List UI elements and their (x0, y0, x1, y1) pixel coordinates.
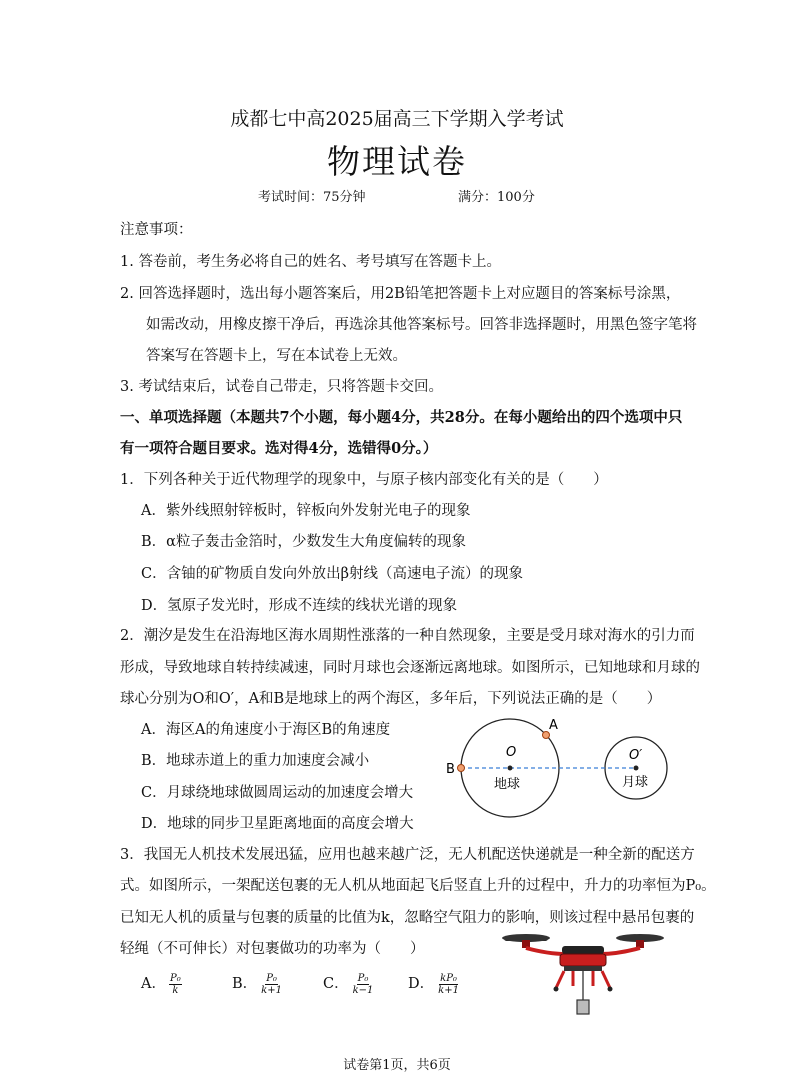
q3-a-numerator: P₀ (169, 972, 181, 984)
q3-option-d-letter: D． (408, 976, 435, 992)
label-earth: 地球 (494, 777, 521, 792)
q1-option-a: A．紫外线照射锌板时，锌板向外发射光电子的现象 (141, 503, 471, 519)
right-foot (608, 987, 613, 992)
q3-option-d-fraction (437, 973, 460, 996)
label-b: B (446, 762, 455, 777)
q2-option-c: C．月球绕地球做圆周运动的加速度会增大 (141, 785, 414, 801)
note-2-line-1: 2. 回答选择题时，选出每小题答案后，用2B铅笔把答题卡上对应题目的答案标号涂黑， (120, 286, 681, 302)
section-heading-line-2: 有一项符合题目要求。选对得4分，选错得0分。） (120, 440, 438, 457)
q3-option-a (141, 972, 182, 996)
package (577, 1000, 589, 1014)
q3-option-c-fraction (352, 973, 375, 996)
q3-c-numerator: P₀ (357, 972, 369, 984)
right-arm (600, 948, 640, 954)
q2-stem-line-2: 形成，导致地球自转持续减速，同时月球也会逐渐远离地球。如图所示，已知地球和月球的 (120, 660, 700, 676)
q3-option-b-letter: B． (232, 976, 258, 992)
q3-stem-line-4: 轻绳（不可伸长）对包裹做功的功率为（ ） (120, 941, 425, 957)
drone-figure (498, 928, 668, 1018)
q3-option-c (323, 972, 374, 996)
left-leg (556, 971, 564, 988)
q3-option-b (232, 972, 283, 996)
q3-d-numerator: kP₀ (440, 972, 457, 984)
q3-b-numerator: P₀ (266, 972, 277, 984)
q3-d-denominator: k+1 (438, 984, 459, 996)
right-leg (602, 971, 610, 988)
earth-moon-figure (440, 714, 680, 824)
page-footer: 试卷第1页，共6页 (343, 1058, 451, 1073)
subject-title: 物理试卷 (327, 142, 467, 181)
label-o-prime: O′ (629, 748, 643, 763)
drone-top (562, 946, 604, 954)
q3-option-d (408, 972, 460, 996)
q3-stem-line-3: 已知无人机的质量与包裹的质量的比值为k，忽略空气阻力的影响，则该过程中悬吊包裹的 (120, 910, 695, 926)
left-arm (526, 948, 566, 954)
q2-option-d: D．地球的同步卫星距离地面的高度会增大 (141, 816, 414, 832)
note-3: 3. 考试结束后，试卷自己带走，只将答题卡交回。 (120, 379, 443, 395)
q3-option-b-fraction (260, 973, 283, 996)
q2-stem-line-3: 球心分别为O和O′，A和B是地球上的两个海区，多年后，下列说法正确的是（ ） (120, 691, 662, 707)
q1-stem: 1．下列各种关于近代物理学的现象中，与原子核内部变化有关的是（ ） (120, 472, 608, 488)
note-2-line-2: 如需改动，用橡皮擦干净后，再选涂其他答案标号。回答非选择题时，用黑色签字笔将 (146, 317, 697, 333)
label-moon: 月球 (622, 775, 649, 790)
q3-option-a-letter: A． (141, 976, 166, 992)
moon-center-dot (634, 766, 639, 771)
q3-stem-line-1: 3．我国无人机技术发展迅猛，应用也越来越广泛，无人机配送快递就是一种全新的配送方 (120, 847, 695, 863)
full-score: 满分：100分 (458, 190, 535, 205)
q3-option-a-fraction (169, 973, 182, 996)
label-o: O (506, 745, 517, 760)
q1-option-c: C．含铀的矿物质自发向外放出β射线（高速电子流）的现象 (141, 566, 523, 582)
exam-time: 考试时间：75分钟 (258, 190, 366, 205)
notes-heading: 注意事项： (120, 222, 193, 238)
q1-option-b: B．α粒子轰击金箔时，少数发生大角度偏转的现象 (141, 534, 466, 550)
drone-body (560, 954, 606, 966)
q3-stem-line-2: 式。如图所示，一架配送包裹的无人机从地面起飞后竖直上升的过程中，升力的功率恒为P₀。 (120, 878, 716, 894)
q2-stem-line-1: 2．潮汐是发生在沿海地区海水周期性涨落的一种自然现象，主要是受月球对海水的引力而 (120, 628, 695, 644)
note-1: 1. 答卷前，考生务必将自己的姓名、考号填写在答题卡上。 (120, 254, 501, 270)
note-2-line-3: 答案写在答题卡上，写在本试卷上无效。 (146, 348, 407, 364)
q2-option-b: B．地球赤道上的重力加速度会减小 (141, 753, 370, 769)
exam-title: 成都七中高2025届高三下学期入学考试 (230, 108, 564, 130)
q2-option-a: A．海区A的角速度小于海区B的角速度 (141, 722, 391, 738)
left-foot (554, 987, 559, 992)
label-a: A (549, 718, 558, 733)
q3-c-denominator: k−1 (352, 984, 374, 996)
q3-a-denominator: k (172, 984, 179, 996)
earth-center-dot (508, 766, 513, 771)
drone-bottom (564, 966, 602, 971)
point-b-dot (458, 765, 465, 772)
q3-b-denominator: k+1 (261, 984, 282, 996)
section-heading-line-1: 一、单项选择题（本题共7个小题，每小题4分，共28分。在每小题给出的四个选项中只 (120, 409, 683, 426)
q3-option-c-letter: C． (323, 976, 349, 992)
q1-option-d: D．氢原子发光时，形成不连续的线状光谱的现象 (141, 598, 458, 614)
